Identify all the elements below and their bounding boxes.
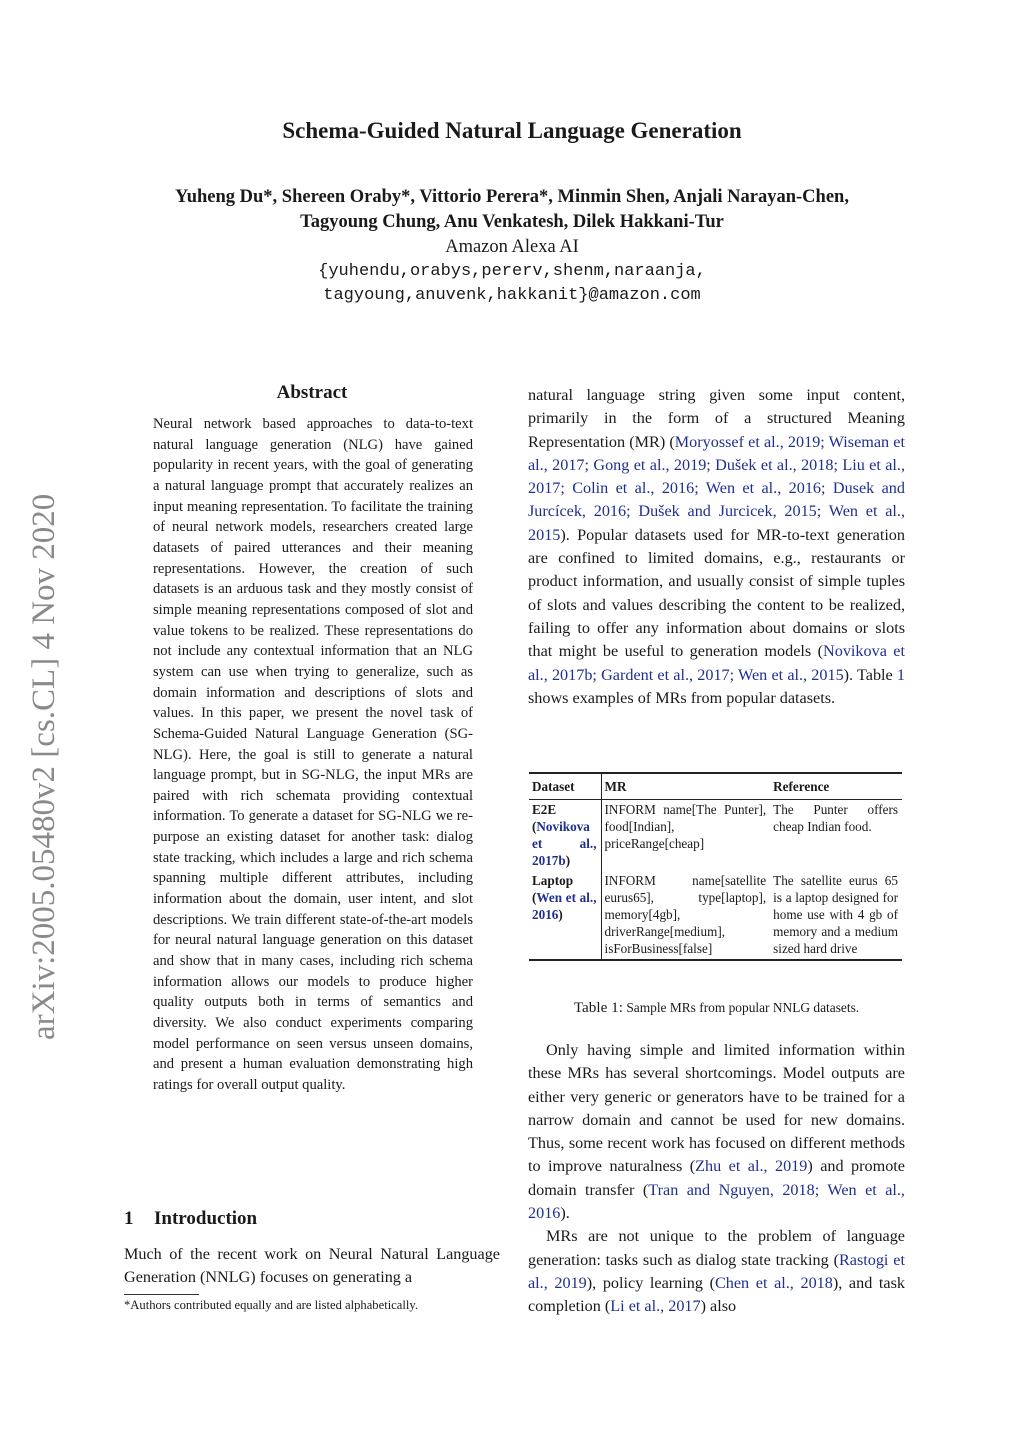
arxiv-sidebar-id: arXiv:2005.05480v2 [cs.CL] 4 Nov 2020 [26,493,62,1040]
table-cell-mr: INFORM name[satellite eurus65], type[laptop], memory[4gb], driverRange[medium], isForBusiness[false] [601,871,770,960]
citation-link[interactable]: Moryossef et al., 2019; Wiseman et al., 2017; Gong et al., 2019; Dušek et al., 2018; Liu et al., 2017; Colin et al., 2016; Wen et al., 2016; Dusek and Jurcícek, 2016; Dušek and Jurcicek, 2015; Wen et al., 2015 [528,432,905,544]
citation-link[interactable]: Tran and Nguyen, 2018; Wen et al., 2016 [528,1180,905,1223]
mr-examples-table [529,772,902,961]
table-ref-link[interactable]: 1 [896,665,905,684]
intro-left-paragraph: Much of the recent work on Neural Natural Language Generation (NNLG) focuses on generating a [124,1245,500,1287]
table-cell-reference: The Punter offers cheap Indian food. [773,802,898,834]
table-row [529,871,902,960]
table-cell-reference: The satellite eurus 65 is a laptop designed for home use with 4 gb of memory and a medium sized hard drive [770,871,902,960]
table-row [529,800,902,872]
citation-link[interactable]: Chen et al., 2018 [714,1273,833,1292]
right-paragraph-2: Only having simple and limited information within these MRs has several shortcomings. Model outputs are either very generic or generators have to be trained for a narrow domain and cannot be used for new domains. Thus, some recent work has focused on different methods to improve naturalness (Zhu et al., 2019) and promote domain transfer (Tran and Nguyen, 2018; Wen et al., 2016). MRs are not unique to the problem of language generation: tasks such as dialog state tracking (Rastogi et al., 2019), policy learning (Chen et al., 2018), and task completion (Li et al., 2017) also [528,1041,905,1316]
table-header-mr: MR [601,773,770,800]
abstract-heading: Abstract [276,382,348,403]
authors-line-1: Yuheng Du*, Shereen Oraby*, Vittorio Perera*, Minmin Shen, Anjali Narayan-Chen, [175,187,849,207]
table-header-dataset: Dataset [529,773,601,800]
table-header-reference: Reference [770,773,902,800]
right-paragraph-1: natural language string given some input content, primarily in the form of a structured Meaning Representation (MR) (Moryossef et al., 2019; Wiseman et al., 2017; Gong et al., 2019; Dušek et al., 2018; Liu et al., 2017; Colin et al., 2016; Wen et al., 2016; Dusek and Jurcícek, 2016; Dušek and Jurcicek, 2015; Wen et al., 2015). Popular datasets used for MR-to-text generation are confined to limited domains, e.g., restaurants or product information, and usually consist of simple tuples of slots and values describing the content to be realized, failing to offer any information about domains or slots that might be useful to generation models (Novikova et al., 2017b; Gardent et al., 2017; Wen et al., 2015). Table 1 shows examples of MRs from popular datasets. [528,386,905,707]
section-number: 1 [124,1208,134,1229]
table-cell-dataset: Laptop (Wen et al., 2016) [529,871,601,960]
citation-link[interactable]: Novikova et al., 2017b; Gardent et al., 2017; Wen et al., 2015 [528,642,905,684]
footnote-divider [124,1294,199,1295]
table-header-row [529,773,902,800]
table-caption-label: Table 1: [573,999,623,1016]
affiliation: Amazon Alexa AI [445,237,579,257]
section-heading-introduction [124,1208,257,1230]
email-line-2: tagyoung,anuvenk,hakkanit}@amazon.com [323,286,701,305]
section-title: Introduction [154,1208,258,1229]
citation-link[interactable]: Novikova et al., 2017b [532,819,597,868]
table-cell-dataset: E2E (Novikova et al., 2017b) [529,800,601,872]
table-cell-mr: INFORM name[The Punter], food[Indian], priceRange[cheap] [604,802,767,851]
abstract-body: Neural network based approaches to data-to-text natural language generation (NLG) have gained popularity in recent years, with the goal of generating a natural language prompt that accurately realizes an input meaning representation. To facilitate the training of neural network models, researchers created large datasets of paired utterances and their meaning representations. However, the creation of such datasets is an arduous task and they mostly consist of simple meaning representations composed of slot and value tokens to be realized. These representations do not include any contextual information that an NLG system can use when trying to generalize, such as domain information and descriptions of slots and values. In this paper, we present the novel task of Schema-Guided Natural Language Generation (SG-NLG). Here, the goal is still to generate a natural language prompt, but in SG-NLG, the input MRs are paired with rich schemata providing contextual information. To generate a dataset for SG-NLG we re-purpose an existing dataset for another task: dialog state tracking, which includes a large and rich schema spanning multiple different attributes, including information about the domain, user intent, and slot descriptions. We train different state-of-the-art models for neural natural language generation on this dataset and show that in many cases, including rich schema information allows our models to produce higher quality outputs both in terms of semantics and diversity. We also conduct experiments comparing model performance on seen versus unseen domains, and present a human evaluation demonstrating high ratings for overall output quality. [153,416,473,1093]
email-line-1: {yuhendu,orabys,pererv,shenm,naraanja, [318,262,706,281]
paper-title: Schema-Guided Natural Language Generation [282,118,742,143]
citation-link[interactable]: Zhu et al., 2019 [695,1157,808,1176]
table-caption-text: Sample MRs from popular NNLG datasets. [626,1000,860,1015]
table-caption [528,999,905,1017]
authors-line-2: Tagyoung Chung, Anu Venkatesh, Dilek Hakkani-Tur [300,212,724,232]
footnote: *Authors contributed equally and are listed alphabetically. [124,1298,418,1312]
citation-link[interactable]: Wen et al., 2016 [532,890,597,922]
citation-link[interactable]: Rastogi et al., 2019 [528,1250,905,1292]
citation-link[interactable]: Li et al., 2017 [610,1297,701,1316]
